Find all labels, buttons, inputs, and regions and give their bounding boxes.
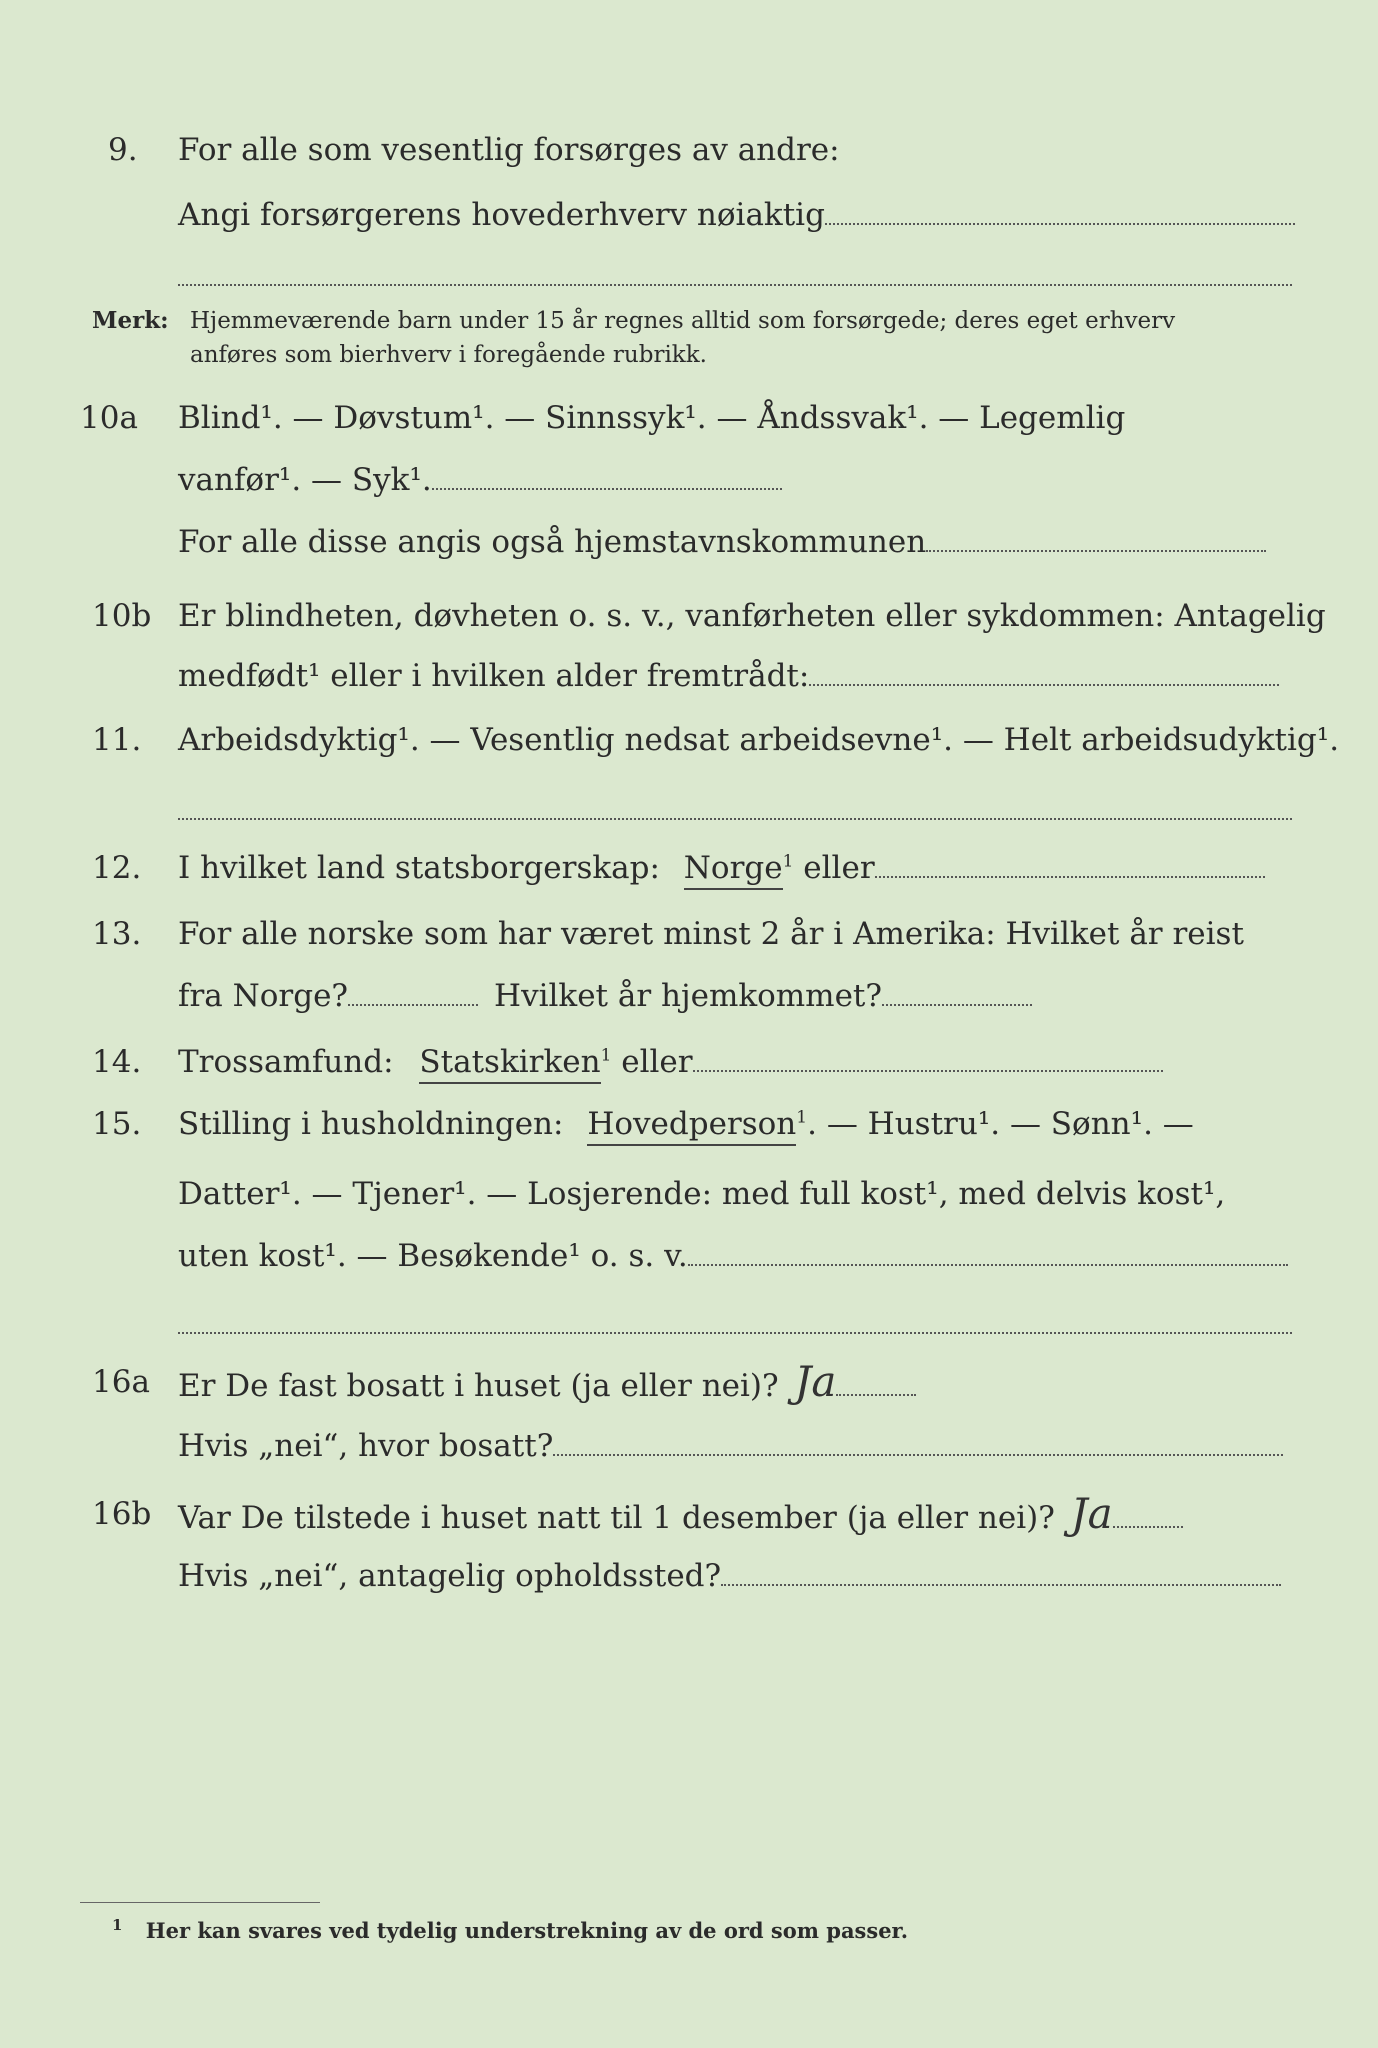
q16a-line1 [178,1357,916,1406]
q14-number: 14. [92,1044,142,1080]
footnote-divider [80,1902,320,1903]
q10a-line3-text: For alle disse angis også hjemstavnskommunen [178,524,927,560]
q16a-handwritten-answer[interactable]: Ja [794,1357,837,1406]
q13-line2b: Hvilket år hjemkommet? [494,978,883,1014]
q9-extra-line[interactable] [178,284,1292,286]
q10a-line2 [178,460,782,500]
q13-line2a: fra Norge? [178,978,349,1014]
footnote-mark: 1 [112,1916,123,1934]
q13-line2 [178,976,1032,1016]
footnote [112,1918,908,1943]
q9-line2 [178,195,1295,235]
merk-line1: Hjemmeværende barn under 15 år regnes alltid som forsørgede; deres eget erhverv [190,308,1176,334]
merk-line2: anføres som bierhverv i foregående rubrikk. [190,342,707,368]
q11-extra-line[interactable] [178,818,1292,820]
q11-number: 11. [92,722,142,758]
q16b-number: 16b [92,1496,152,1532]
q16b-whereabouts-field[interactable] [721,1556,1281,1586]
q15-answer-underlined: Hovedperson [587,1106,796,1146]
q16a-line2 [178,1426,1283,1466]
q14-answer-underlined: Statskirken [419,1044,600,1084]
q12-after: eller [803,850,875,886]
q15-footnote-ref: 1 [796,1107,808,1128]
q12-answer-underlined: Norge [684,850,783,890]
q14-other-faith-field[interactable] [693,1042,1163,1072]
q15-text: Stilling i husholdningen: [178,1106,564,1142]
q15-extra-line[interactable] [178,1332,1292,1334]
q15-line3 [178,1236,1288,1276]
q16b-line2 [178,1556,1281,1596]
q16a-residence-field[interactable] [553,1426,1283,1456]
q12-number: 12. [92,850,142,886]
q10a-line3 [178,522,1266,562]
q12-other-country-field[interactable] [875,848,1265,878]
q15-line1 [178,1104,1194,1144]
q14-line [178,1042,1163,1082]
q16a-text: Er De fast bosatt i huset (ja eller nei)? [178,1368,779,1404]
q9-answer-field[interactable] [825,195,1295,225]
q14-footnote-ref: 1 [600,1045,612,1066]
q13-number: 13. [92,916,142,952]
q10a-sick-field[interactable] [432,460,782,490]
q14-text: Trossamfund: [178,1044,394,1080]
q13-line1: For alle norske som har været minst 2 år i Amerika: Hvilket år reist [178,916,1244,952]
q15-number: 15. [92,1106,142,1142]
q10b-line1: Er blindheten, døvheten o. s. v., vanførheten eller sykdommen: Antagelig [178,598,1326,634]
q15-line1-rest: . — Hustru¹. — Sønn¹. — [807,1106,1194,1142]
q16b-line1 [178,1489,1183,1538]
q16a-answer-field[interactable] [836,1366,916,1396]
merk-label: Merk: [92,307,169,334]
q15-other-field[interactable] [688,1236,1288,1266]
q15-line3-text: uten kost¹. — Besøkende¹ o. s. v. [178,1238,688,1274]
q9-line2-text: Angi forsørgerens hovederhverv nøiaktig [178,197,825,233]
q14-after: eller [621,1044,693,1080]
q16b-line2-text: Hvis „nei“, antagelig opholdssted? [178,1558,722,1594]
q13-year-left-field[interactable] [348,976,478,1006]
q10b-number: 10b [92,598,152,634]
q10b-line2 [178,656,1279,696]
q16b-answer-field[interactable] [1113,1498,1183,1528]
q16b-text: Var De tilstede i huset natt til 1 desember (ja eller nei)? [178,1500,1055,1536]
q10a-line1: Blind¹. — Døvstum¹. — Sinnssyk¹. — Åndssvak¹. — Legemlig [178,400,1126,436]
q12-text: I hvilket land statsborgerskap: [178,850,660,886]
q10b-age-field[interactable] [809,656,1279,686]
q11-line1: Arbeidsdyktig¹. — Vesentlig nedsat arbeidsevne¹. — Helt arbeidsudyktig¹. [178,722,1340,758]
footnote-text: Her kan svares ved tydelig understrekning av de ord som passer. [145,1918,909,1943]
q10a-number: 10a [80,400,138,436]
q12-footnote-ref: 1 [782,851,794,872]
q12-line [178,848,1265,888]
q16b-handwritten-answer[interactable]: Ja [1070,1489,1113,1538]
q9-number: 9. [108,132,138,168]
q10a-line2-text: vanfør¹. — Syk¹. [178,462,432,498]
q15-line2: Datter¹. — Tjener¹. — Losjerende: med full kost¹, med delvis kost¹, [178,1176,1226,1212]
q10a-home-municipality-field[interactable] [926,522,1266,552]
q13-year-returned-field[interactable] [882,976,1032,1006]
q10b-line2-text: medfødt¹ eller i hvilken alder fremtrådt: [178,658,810,694]
q9-line1: For alle som vesentlig forsørges av andre: [178,132,840,168]
q16a-number: 16a [92,1364,150,1400]
q16a-line2-text: Hvis „nei“, hvor bosatt? [178,1428,554,1464]
